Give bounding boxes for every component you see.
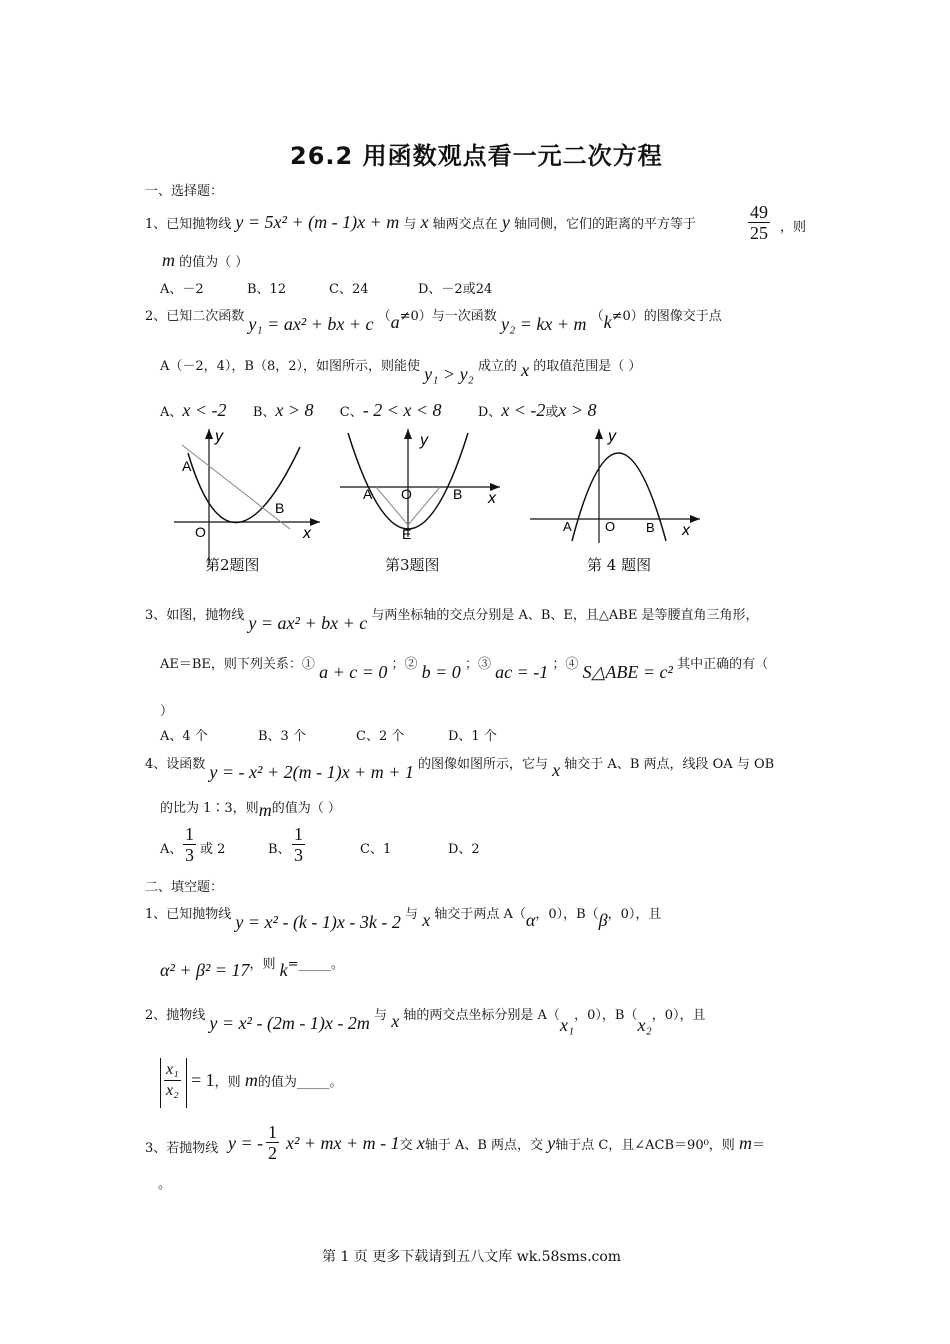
f2-equals-one: = 1 bbox=[191, 1070, 215, 1090]
f3-var-y: y bbox=[547, 1133, 556, 1153]
fig2-line bbox=[182, 445, 290, 529]
page-footer: 第 1 页 更多下载请到五八文库 wk.58sms.com bbox=[322, 1249, 622, 1265]
q3-equation: y = ax² + bx + c bbox=[248, 613, 368, 633]
f1-var-alpha: α bbox=[525, 910, 536, 930]
q2-option-b-label: B、 bbox=[252, 405, 276, 420]
f3-var-m: m bbox=[738, 1133, 752, 1153]
q3-option-d: D、1 个 bbox=[448, 729, 497, 744]
q3-relation-2: b = 0 bbox=[421, 662, 461, 682]
f1-text-a: 1、已知抛物线 bbox=[145, 907, 232, 922]
fig2-x-arrow-icon bbox=[310, 518, 320, 526]
f3-text-d: 轴于点 C，且∠ACB＝90⁰，则 bbox=[555, 1138, 735, 1153]
f2-equation: y = x² - (2m - 1)x - 2m bbox=[209, 1013, 370, 1033]
q2-text-line2b: 成立的 bbox=[477, 359, 517, 374]
fig2-label-o: O bbox=[195, 524, 206, 540]
q3-option-c: C、2 个 bbox=[356, 729, 405, 744]
question-3 bbox=[145, 603, 759, 633]
fill-1 bbox=[145, 902, 662, 932]
question-2 bbox=[145, 304, 722, 334]
f1-text-d: ，0），B（ bbox=[535, 907, 599, 922]
section-heading-choice: 一、选择题： bbox=[145, 184, 224, 199]
f1-var-x: x bbox=[422, 910, 431, 930]
fig2-label-b: B bbox=[275, 500, 285, 516]
f1-var-beta: β bbox=[598, 910, 608, 930]
figure-4-caption: 第 4 题图 bbox=[587, 556, 652, 574]
q3-text-l2d: ；④ bbox=[552, 657, 579, 672]
fig4-label-y: y bbox=[608, 428, 616, 445]
q3-option-a: A、4 个 bbox=[160, 729, 208, 744]
f1-condition: α² + β² = 17 bbox=[160, 960, 250, 980]
f2-var-m: m bbox=[244, 1070, 258, 1090]
q1-text-e: ，则 bbox=[780, 220, 807, 235]
fig3-label-y: y bbox=[420, 432, 428, 449]
f2-text-e: ，0），且 bbox=[651, 1008, 706, 1023]
f2-text-d: ，0），B（ bbox=[574, 1008, 638, 1023]
q1-var-m: m bbox=[162, 250, 175, 270]
q2-line2 bbox=[160, 354, 642, 384]
q4-option-b-fraction bbox=[292, 824, 305, 865]
f3-text-c: 轴于 A、B 两点，交 bbox=[424, 1138, 544, 1153]
q1-text-b: 与 bbox=[403, 217, 417, 232]
figure-2-caption: 第2题图 bbox=[205, 556, 260, 574]
q2-option-b: x > 8 bbox=[275, 400, 314, 420]
q2-var-x: x bbox=[521, 360, 530, 380]
q1-text-d: 轴同侧，它们的距离的平方等于 bbox=[513, 217, 696, 232]
q2-option-d-part1: x < -2 bbox=[501, 400, 546, 420]
f1-text-l2b: ，则 bbox=[249, 957, 276, 972]
q4-option-a-label: A、 bbox=[160, 842, 183, 857]
f3-text-a: 3、若抛物线 bbox=[145, 1141, 219, 1156]
q1-frac-den: 25 bbox=[750, 223, 768, 243]
f3-equation-prefix: y = - bbox=[228, 1133, 264, 1153]
f1-text-c: 轴交于两点 A（ bbox=[434, 907, 526, 922]
q1-text-c: 轴两交点在 bbox=[432, 217, 498, 232]
fig3-label-o: O bbox=[401, 486, 412, 502]
q2-option-c-label: C、 bbox=[339, 405, 363, 420]
q2-var-k: k bbox=[603, 312, 612, 332]
q1-text-a: 1、已知抛物线 bbox=[145, 217, 232, 232]
q1-option-b: B、12 bbox=[247, 282, 287, 297]
f2-frac-num: x₁ bbox=[164, 1060, 181, 1081]
q2-text-b: （ bbox=[377, 309, 391, 324]
q2-var-a: a bbox=[390, 312, 400, 332]
f2-var-x1: x₁ bbox=[559, 1015, 575, 1035]
fig4-label-a: A bbox=[563, 519, 572, 534]
q1-frac-num: 49 bbox=[750, 202, 768, 222]
f2-text-b: 与 bbox=[374, 1008, 388, 1023]
fig2-label-a: A bbox=[182, 458, 192, 474]
q2-option-d-label: D、 bbox=[477, 405, 502, 420]
f1-text-b: 与 bbox=[405, 907, 419, 922]
f3-text-e: ＝ bbox=[751, 1138, 765, 1153]
f2-abs-bar-left bbox=[160, 1058, 161, 1108]
f2-text-a: 2、抛物线 bbox=[145, 1008, 206, 1023]
q4-equation: y = - x² + 2(m - 1)x + m + 1 bbox=[209, 762, 414, 782]
q4-option-d: D、2 bbox=[448, 842, 480, 857]
f1-equation: y = x² - (k - 1)x - 3k - 2 bbox=[235, 912, 401, 932]
f2-var-x: x bbox=[391, 1011, 400, 1031]
f1-answer-blank: =_____。 bbox=[287, 957, 345, 972]
q3-line2 bbox=[160, 652, 769, 682]
question-1 bbox=[145, 212, 696, 233]
figure-3 bbox=[338, 425, 508, 575]
q2-text-a: 2、已知二次函数 bbox=[145, 309, 245, 324]
fig3-y-arrow-icon bbox=[404, 429, 412, 439]
q4-option-a-den: 3 bbox=[185, 845, 194, 865]
fig4-label-o: O bbox=[605, 519, 616, 534]
page-title: 26.2 用函数观点看一元二次方程 bbox=[290, 142, 663, 170]
fill-2-line2 bbox=[191, 1070, 342, 1091]
q4-option-a-tail: 或 2 bbox=[200, 842, 226, 857]
q4-option-a-fraction bbox=[183, 824, 196, 865]
q2-text-line2c: 的取值范围是（ ） bbox=[533, 359, 642, 374]
q1-var-y: y bbox=[501, 212, 510, 232]
q4-option-b-label: B、 bbox=[268, 842, 291, 857]
q3-text-l2a: AE＝BE，则下列关系：① bbox=[160, 657, 315, 672]
q3-relation-1: a + c = 0 bbox=[319, 662, 388, 682]
fig4-x-arrow-icon bbox=[690, 515, 700, 523]
f1-var-k: k bbox=[279, 960, 288, 980]
section-heading-fill: 二、填空题： bbox=[145, 880, 224, 895]
q2-options bbox=[160, 400, 597, 421]
f2-frac-den: x₂ bbox=[166, 1082, 179, 1099]
f3-frac-num: 1 bbox=[268, 1122, 277, 1142]
f2-abs-bar-right bbox=[186, 1058, 187, 1108]
f3-text-b: 交 bbox=[399, 1138, 413, 1153]
q1-fraction bbox=[748, 202, 770, 243]
f2-text-l2b: ，则 bbox=[214, 1075, 241, 1090]
fill-2 bbox=[145, 1003, 706, 1035]
q3-text-b: 与两坐标轴的交点分别是 A、B、E，且△ABE 是等腰直角三角形， bbox=[371, 608, 759, 623]
question-4 bbox=[145, 752, 775, 782]
fig2-y-arrow-icon bbox=[205, 429, 213, 439]
q2-equation-1: y₁ = ax² + bx + c bbox=[248, 314, 374, 334]
q4-option-b-num: 1 bbox=[294, 824, 303, 844]
figure-2 bbox=[170, 425, 330, 575]
q2-option-a-label: A、 bbox=[160, 405, 183, 420]
q2-option-c: - 2 < x < 8 bbox=[362, 400, 442, 420]
q3-line3: ） bbox=[160, 704, 174, 719]
fill-3 bbox=[286, 1133, 765, 1154]
fig4-y-arrow-icon bbox=[595, 429, 603, 439]
q2-text-line2a: A（－2，4），B（8，2），如图所示，则能使 bbox=[160, 359, 421, 374]
q2-option-d-part2: x > 8 bbox=[558, 400, 597, 420]
f2-answer-blank: 的值为_____。 bbox=[257, 1075, 343, 1090]
q4-option-a-num: 1 bbox=[185, 824, 194, 844]
f2-var-x2: x₂ bbox=[637, 1015, 652, 1035]
f1-text-e: ，0），且 bbox=[607, 907, 662, 922]
fig3-label-b: B bbox=[453, 486, 463, 502]
q1-equation: y = 5x² + (m - 1)x + m bbox=[235, 212, 400, 232]
q1-var-x: x bbox=[420, 212, 429, 232]
f3-line2: 。 bbox=[158, 1177, 172, 1192]
q4-text-a: 4、设函数 bbox=[145, 757, 206, 772]
q4-text-l2b: 的值为（ ） bbox=[271, 801, 341, 816]
q3-relation-3: ac = -1 bbox=[495, 662, 549, 682]
q3-text-a: 3、如图，抛物线 bbox=[145, 608, 245, 623]
q1-option-d: D、－2或24 bbox=[418, 282, 493, 297]
q1-option-c: C、24 bbox=[329, 282, 369, 297]
q3-text-l2b: ；② bbox=[391, 657, 418, 672]
q2-text-e: ≠0）的图像交于点 bbox=[611, 309, 722, 324]
fig4-label-b: B bbox=[646, 520, 655, 535]
fig3-label-e: E bbox=[402, 526, 412, 542]
q4-text-b: 的图像如图所示，它与 bbox=[418, 757, 549, 772]
q1-text-f: 的值为（ ） bbox=[179, 255, 249, 270]
q4-text-c: 轴交于 A、B 两点，线段 OA 与 OB bbox=[564, 757, 775, 772]
fig3-label-x: x bbox=[488, 490, 496, 507]
q4-option-c: C、1 bbox=[360, 842, 392, 857]
figure-3-caption: 第3题图 bbox=[385, 556, 440, 574]
q4-text-l2a: 的比为 1∶3，则 bbox=[160, 801, 259, 816]
q4-var-x: x bbox=[552, 760, 561, 780]
q2-text-d: （ bbox=[590, 309, 604, 324]
f2-fraction bbox=[164, 1060, 181, 1101]
q2-equation-2: y₂ = kx + m bbox=[500, 314, 587, 334]
figure-4 bbox=[528, 425, 708, 555]
f3-frac-den: 2 bbox=[268, 1143, 277, 1163]
fill-1-line2 bbox=[160, 952, 345, 980]
q2-inequality: y₁ > y₂ bbox=[424, 364, 474, 384]
fig3-side-be bbox=[408, 487, 440, 525]
f3-fraction bbox=[266, 1122, 279, 1163]
fig2-label-x: x bbox=[303, 525, 311, 542]
q4-option-b-den: 3 bbox=[294, 845, 303, 865]
q1-option-a: A、－2 bbox=[160, 282, 204, 297]
f2-text-c: 轴的两交点坐标分别是 A（ bbox=[403, 1008, 560, 1023]
q3-option-b: B、3 个 bbox=[258, 729, 306, 744]
q3-relation-4: S△ABE = c² bbox=[582, 662, 673, 682]
q1-line2 bbox=[162, 250, 248, 271]
fig4-label-x: x bbox=[682, 522, 690, 539]
q4-line2 bbox=[160, 796, 341, 820]
fig3-label-a: A bbox=[363, 486, 373, 502]
f3-var-x: x bbox=[416, 1133, 425, 1153]
q4-var-m: m bbox=[258, 800, 272, 820]
fig2-label-y: y bbox=[215, 428, 223, 445]
q2-option-d-or: 或 bbox=[545, 405, 559, 420]
q3-text-l2e: 其中正确的有（ bbox=[677, 657, 769, 672]
q3-text-l2c: ；③ bbox=[464, 657, 491, 672]
q2-text-c: ≠0）与一次函数 bbox=[399, 309, 497, 324]
f3-equation-suffix: x² + mx + m - 1 bbox=[286, 1133, 400, 1153]
q2-option-a: x < -2 bbox=[182, 400, 227, 420]
